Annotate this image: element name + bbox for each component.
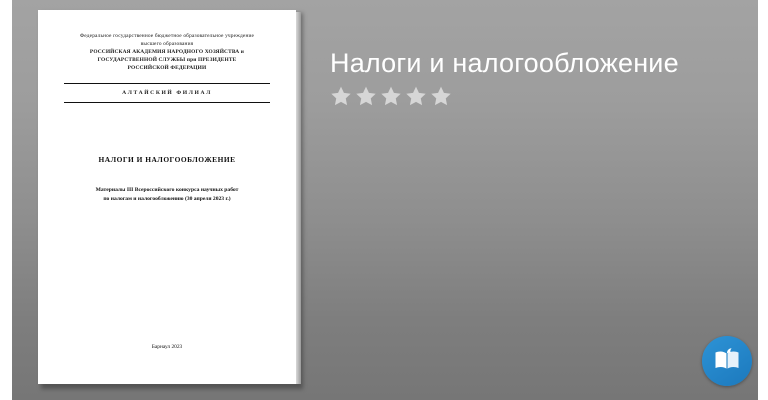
cover-org-line-2: высшего образования [140, 41, 194, 48]
cover-org-line-3: РОССИЙСКАЯ АКАДЕМИЯ НАРОДНОГО ХОЗЯЙСТВА и [89, 49, 245, 56]
cover-subtitle [64, 186, 270, 205]
cover-organization [64, 32, 270, 73]
cover-city-year: Барнаул 2023 [151, 344, 183, 350]
left-white-margin [0, 0, 12, 400]
cover-subtitle-line-2: по налогам и налогообложению (30 апреля 2023 г.) [103, 196, 231, 203]
cover-divider-top [64, 83, 270, 84]
star-icon[interactable] [355, 85, 377, 107]
star-icon[interactable] [330, 85, 352, 107]
star-icon[interactable] [430, 85, 452, 107]
page-title: Налоги и налогообложение [330, 48, 679, 78]
rating-stars[interactable] [330, 85, 740, 107]
cover-divider-bottom [64, 102, 270, 103]
cover-org-line-4: ГОСУДАРСТВЕННОЙ СЛУЖБЫ при ПРЕЗИДЕНТЕ [97, 57, 237, 64]
star-icon[interactable] [380, 85, 402, 107]
right-white-margin [758, 0, 768, 400]
book-info [330, 48, 740, 107]
cover-org-line-1: Федеральное государственное бюджетное образовательное учреждение [79, 33, 255, 39]
cover-org-line-5: РОССИЙСКОЙ ФЕДЕРАЦИИ [127, 65, 207, 72]
star-icon[interactable] [405, 85, 427, 107]
cover-branch: АЛТАЙСКИЙ ФИЛИАЛ [122, 89, 212, 96]
cover-title: НАЛОГИ И НАЛОГООБЛОЖЕНИЕ [98, 154, 236, 164]
cover-subtitle-line-1: Материалы III Всероссийского конкурса научных работ [95, 186, 239, 193]
book-cover[interactable] [38, 10, 306, 390]
site-logo-badge[interactable] [702, 336, 752, 386]
open-book-logo-icon [712, 347, 742, 375]
book-page-edge [296, 12, 301, 384]
book-cover-page [38, 10, 296, 384]
